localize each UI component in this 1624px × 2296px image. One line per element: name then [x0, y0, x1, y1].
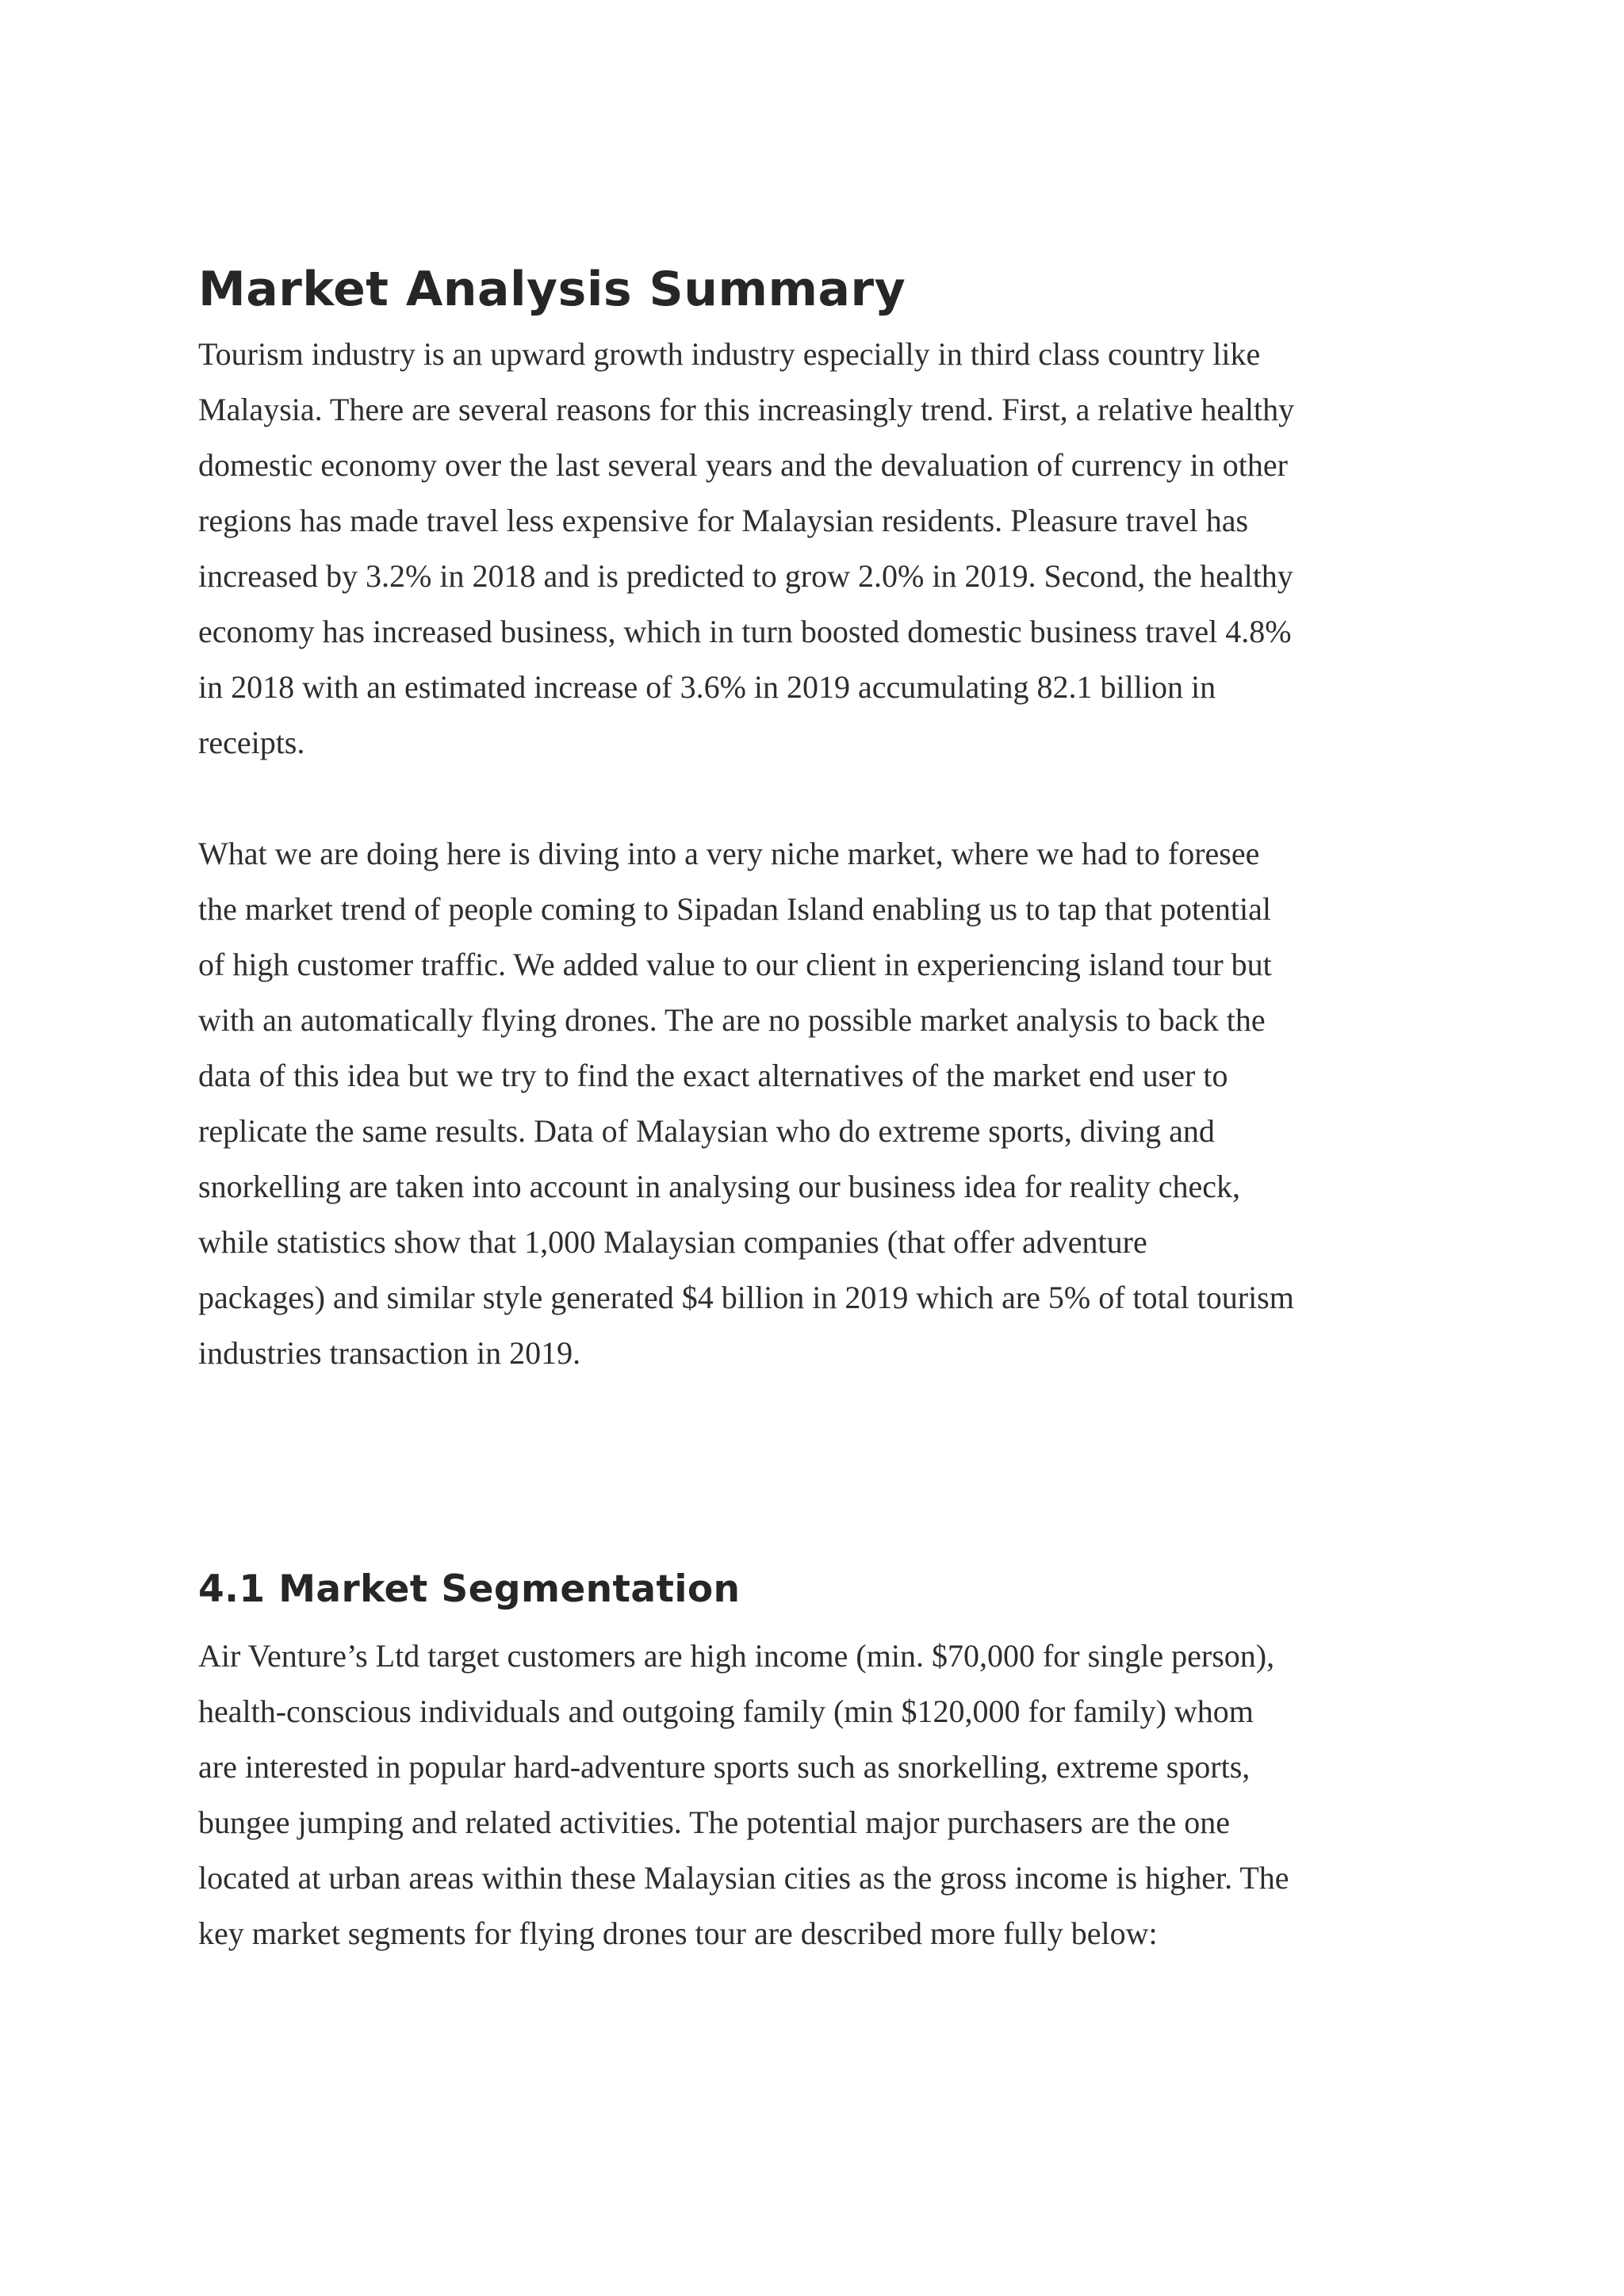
text-line: Malaysia. There are several reasons for this increasingly trend. First, a relative healthy: [198, 392, 1295, 427]
paragraph-niche-market: [198, 826, 1451, 1381]
paragraph-segmentation: [198, 1628, 1451, 1961]
text-line: receipts.: [198, 725, 305, 760]
text-line: of high customer traffic. We added value to our client in experiencing island tour but: [198, 947, 1272, 982]
page-title: Market Analysis Summary: [198, 262, 906, 317]
text-line: data of this idea but we try to find the exact alternatives of the market end user to: [198, 1058, 1228, 1093]
paragraph-tourism-trend: [198, 327, 1451, 771]
text-line: health-conscious individuals and outgoing family (min $120,000 for family) whom: [198, 1693, 1254, 1729]
text-line: bungee jumping and related activities. The potential major purchasers are the one: [198, 1804, 1231, 1840]
text-line: industries transaction in 2019.: [198, 1335, 581, 1371]
text-line: in 2018 with an estimated increase of 3.6% in 2019 accumulating 82.1 billion in: [198, 669, 1216, 705]
text-line: regions has made travel less expensive for Malaysian residents. Pleasure travel has: [198, 503, 1249, 538]
text-line: located at urban areas within these Malaysian cities as the gross income is higher. The: [198, 1860, 1289, 1896]
text-line: packages) and similar style generated $4 billion in 2019 which are 5% of total tourism: [198, 1280, 1294, 1315]
text-line: are interested in popular hard-adventure sports such as snorkelling, extreme sports,: [198, 1749, 1251, 1785]
text-line: domestic economy over the last several years and the devaluation of currency in other: [198, 447, 1288, 483]
section-title: 4.1 Market Segmentation: [198, 1567, 741, 1611]
text-line: snorkelling are taken into account in analysing our business idea for reality check,: [198, 1169, 1241, 1204]
text-line: Air Venture’s Ltd target customers are high income (min. $70,000 for single person),: [198, 1638, 1275, 1674]
text-line: What we are doing here is diving into a very niche market, where we had to foresee: [198, 836, 1260, 871]
text-line: Tourism industry is an upward growth industry especially in third class country like: [198, 336, 1261, 372]
text-line: with an automatically flying drones. The are no possible market analysis to back the: [198, 1002, 1266, 1038]
page-content: [198, 252, 1451, 1961]
text-line: the market trend of people coming to Sipadan Island enabling us to tap that potential: [198, 891, 1271, 927]
text-line: economy has increased business, which in turn boosted domestic business travel 4.8%: [198, 614, 1292, 649]
text-line: replicate the same results. Data of Malaysian who do extreme sports, diving and: [198, 1113, 1215, 1149]
text-line: key market segments for flying drones tour are described more fully below:: [198, 1915, 1158, 1951]
text-line: while statistics show that 1,000 Malaysian companies (that offer adventure: [198, 1224, 1147, 1260]
text-line: increased by 3.2% in 2018 and is predicted to grow 2.0% in 2019. Second, the healthy: [198, 558, 1293, 594]
